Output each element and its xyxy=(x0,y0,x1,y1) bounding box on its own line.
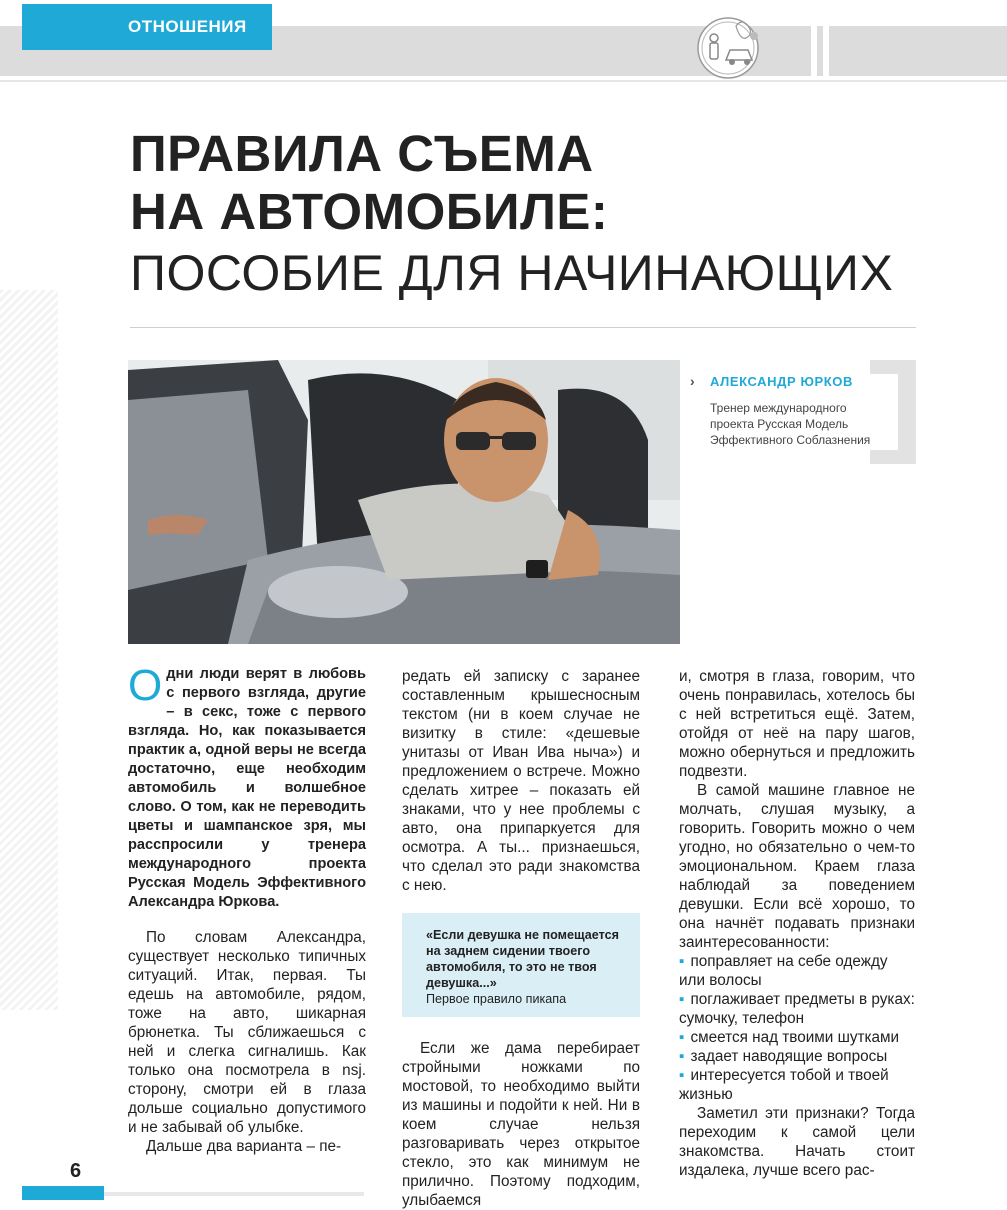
article-column-1 xyxy=(128,661,366,1156)
lead-text: дни люди верят в любовь с первого взгляда, другие – в секс, тоже с первого взгляда. Но, как показывается практик а, одной веры не всегда достаточно, еще необходим автомобиль и волшебное слово. О том, как не переводить цветы и шампанское зря, мы расспросили у тренера международного проекта Русская Модель Эффективного Александра Юркова. xyxy=(128,666,366,910)
list-item: ▪ поглаживает предметы в руках: сумочку, телефон xyxy=(679,991,915,1027)
author-box xyxy=(690,360,916,464)
title-line-1: ПРАВИЛА СЪЕМА xyxy=(130,125,594,182)
header-rule xyxy=(0,80,1007,82)
title-divider xyxy=(130,327,916,328)
list-item: ▪ поправляет на себе одежду или волосы xyxy=(679,953,888,989)
page-number: 6 xyxy=(70,1160,82,1182)
column1-paragraph-2: Дальше два варианта – пе- xyxy=(146,1138,342,1155)
column3-paragraph-1: и, смотря в глаза, говорим, что очень понравилась, хотелось бы с ней встретиться ещё. Затем, отойдя от неё на пару шагов, можно обернуться и предложить подвезти. xyxy=(679,668,915,780)
author-bracket-decoration xyxy=(870,360,916,464)
author-role: Тренер международного проекта Русская Модель Эффективного Соблазнения xyxy=(710,401,871,447)
footer-accent-bar xyxy=(22,1186,104,1200)
chevron-right-icon: › xyxy=(690,373,695,389)
section-label: ОТНОШЕНИЯ xyxy=(128,17,247,36)
lead-paragraph xyxy=(128,661,366,912)
article-column-3 xyxy=(679,667,915,1180)
bullet-icon: ▪ xyxy=(679,1067,685,1084)
list-item: ▪ смеется над твоими шутками xyxy=(679,1029,900,1046)
drop-cap: О xyxy=(128,661,163,710)
bullet-icon: ▪ xyxy=(679,1048,685,1065)
pull-quote xyxy=(402,913,640,1017)
hero-photo xyxy=(128,360,680,644)
bullet-icon: ▪ xyxy=(679,991,685,1008)
title-line-2: НА АВТОМОБИЛЕ: xyxy=(130,183,609,240)
column3-paragraph-2: В самой машине главное не молчать, слушая музыку, а говорить. Говорить можно о чем угодно, но обязательно о чем-то эмоциональном. Краем глаза наблюдай за поведением девушки. Если всё хорошо, то она начнёт подавать признаки заинтересованности: xyxy=(679,782,915,951)
column2-paragraph-1: редать ей записку с заранее составленным крышесносным текстом (ни в коем случае не визитку в стиле: «дешевые унитазы от Иван Ива ныча») и предложением о встрече. Можно сделать хитрее – показать ей знаками, что у нее проблемы с авто, она припаркуется для осмотра. А ты... признаешься, что сделал это ради знакомства с нею. xyxy=(402,668,640,894)
pull-quote-caption: Первое правило пикапа xyxy=(426,992,567,1006)
column3-paragraph-3: Заметил эти признаки? Тогда переходим к самой цели знакомства. Начать стоит издалека, лучше всего рас- xyxy=(679,1105,915,1179)
left-hatch-decoration xyxy=(0,290,58,1010)
author-name: АЛЕКСАНДР ЮРКОВ xyxy=(710,374,853,389)
bullet-icon: ▪ xyxy=(679,953,685,970)
article-column-2 xyxy=(402,667,640,1210)
hero-photo-illustration xyxy=(128,360,680,644)
header-decor-bars xyxy=(805,26,855,76)
list-item: ▪ задает наводящие вопросы xyxy=(679,1048,888,1065)
column2-paragraph-2: Если же дама перебирает стройными ножками по мостовой, то необходимо выйти из машины и подойти к ней. Ни в коем случае нельзя разговаривать через открытое стекло, это как минимум не прилично. Поэтому подходим, улыбаемся xyxy=(402,1040,640,1209)
list-item: ▪ интересуется тобой и твоей жизнью xyxy=(679,1067,889,1103)
section-emblem-icon xyxy=(690,12,770,80)
section-tab xyxy=(22,4,272,50)
footer-rule xyxy=(104,1192,364,1196)
bullet-icon: ▪ xyxy=(679,1029,685,1046)
column1-paragraph-1: По словам Александра, существует несколько типичных ситуаций. Итак, первая. Ты едешь на автомобиле, рядом, тоже на авто, шикарная брюнетка. Ты сближаешься с ней и слегка сигналишь. Как только она посмотрела в nsj. сторону, смотри ей в глаза дольше социально допустимого и не забывай об улыбке. xyxy=(128,929,366,1136)
pull-quote-text: «Если девушка не помещается на заднем сидении твоего автомобиля, то это не твоя девушка...» xyxy=(426,928,619,990)
title-subtitle: ПОСОБИЕ ДЛЯ НАЧИНАЮЩИХ xyxy=(130,245,894,301)
